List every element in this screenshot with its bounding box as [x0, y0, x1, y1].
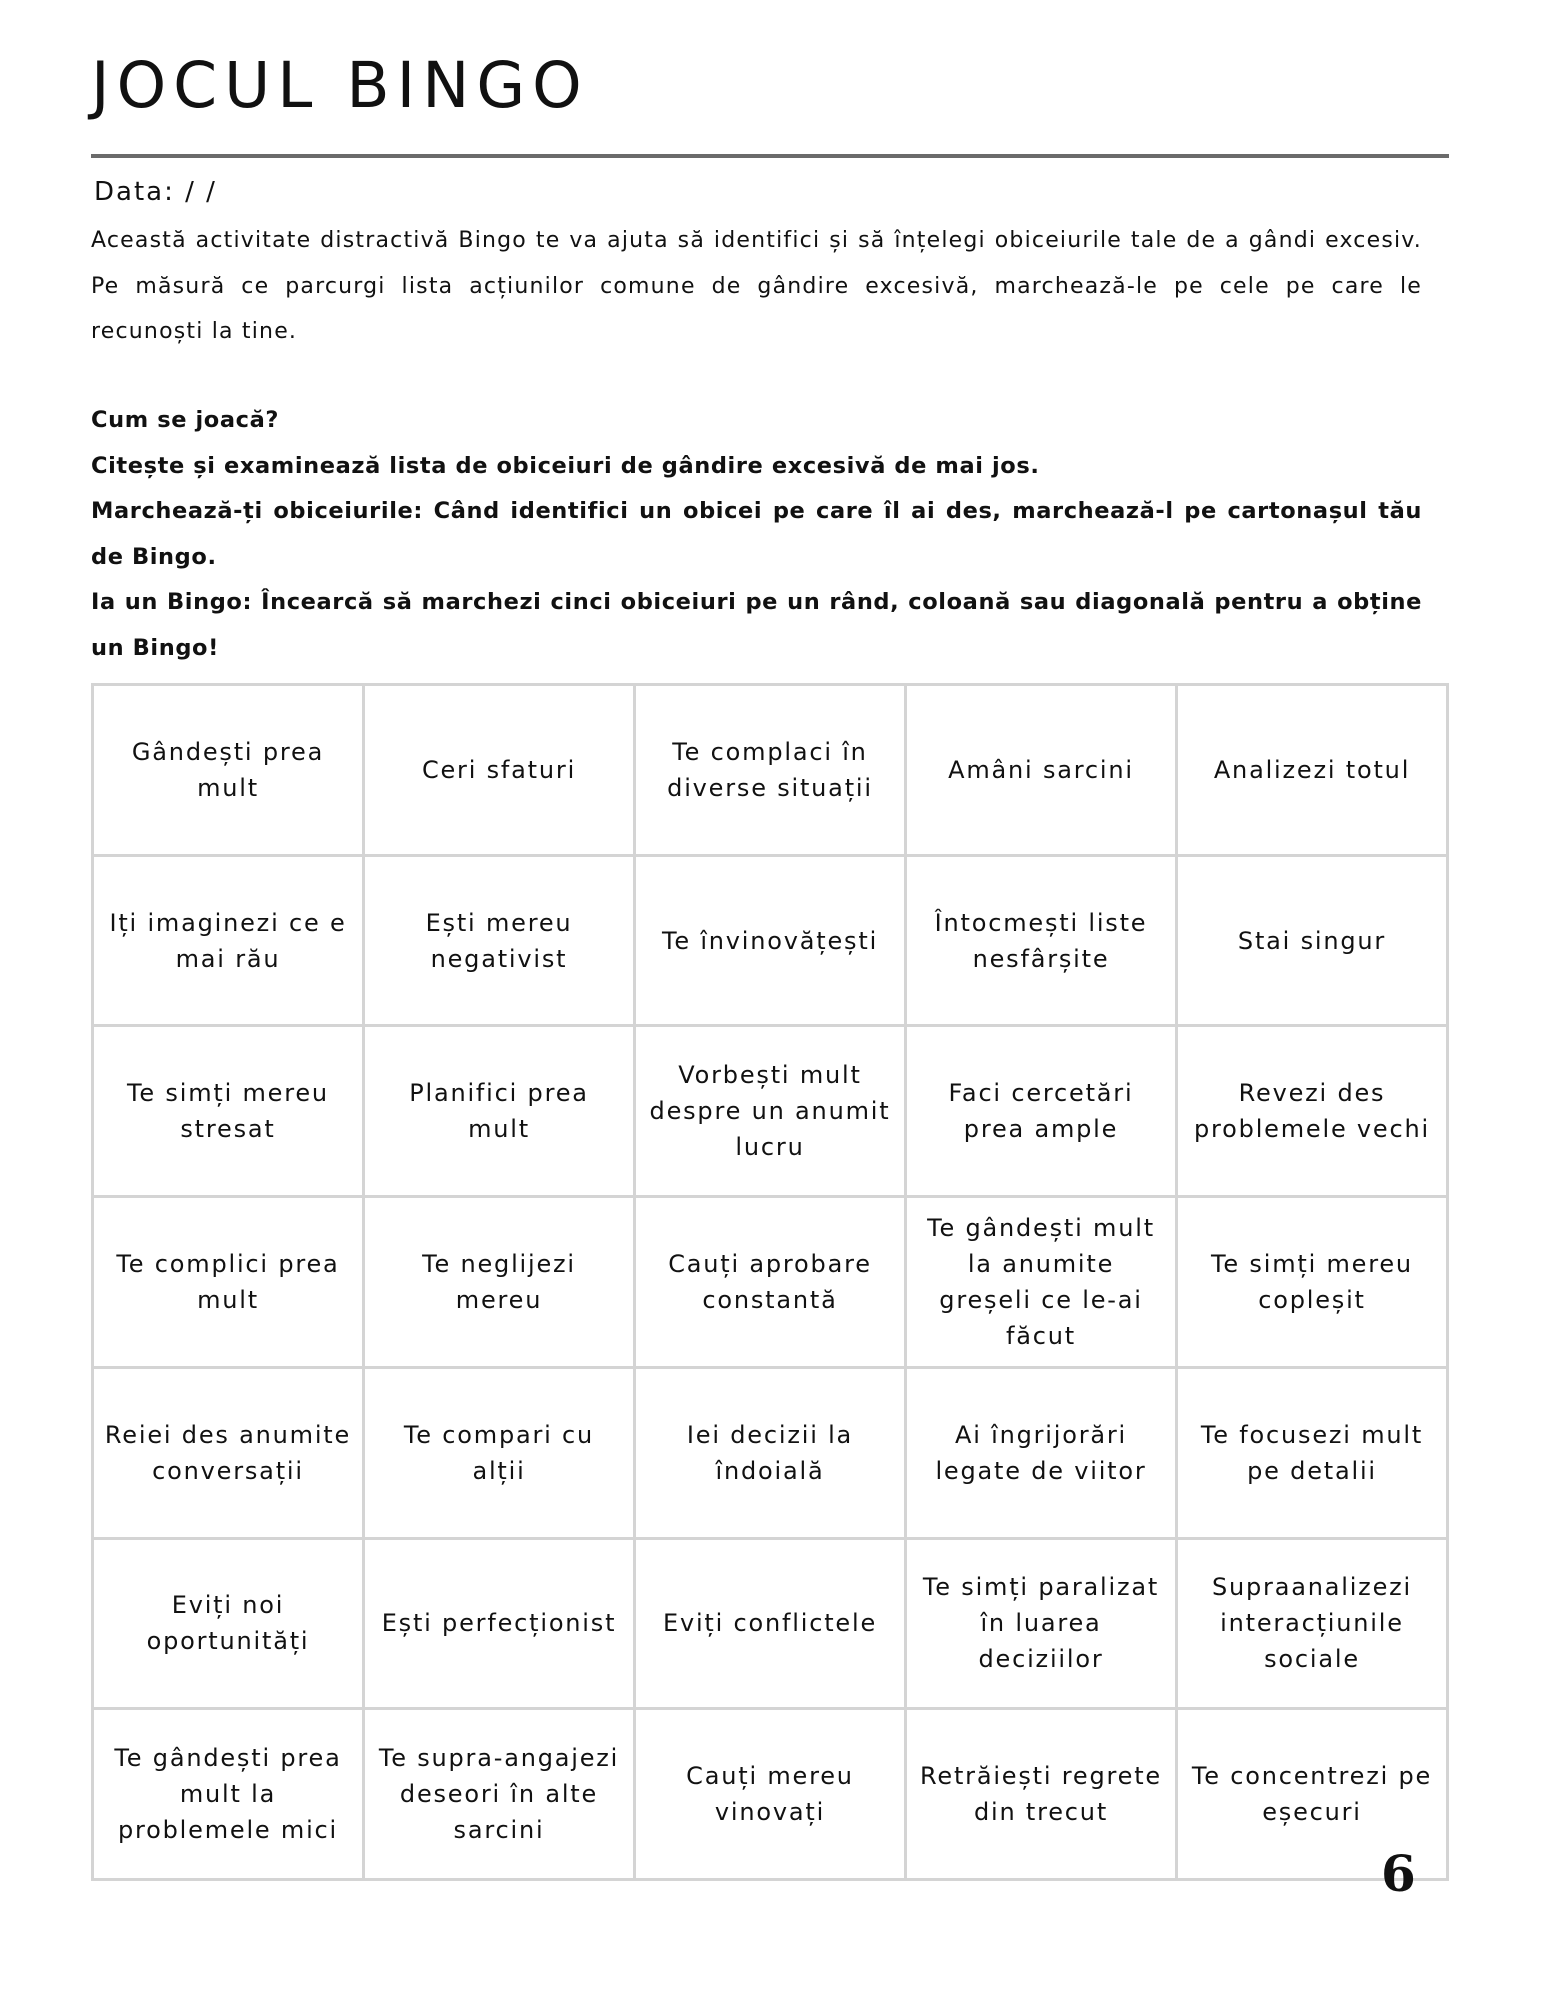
bingo-cell[interactable]: Te supra-angajezi deseori în alte sarcini [365, 1710, 636, 1881]
bingo-cell[interactable]: Iți imaginezi ce e mai rău [94, 857, 365, 1028]
how-to-play-heading: Cum se joacă? [91, 407, 280, 433]
bingo-cell[interactable]: Revezi des problemele vechi [1178, 1027, 1449, 1198]
bingo-cell[interactable]: Te învinovățești [636, 857, 907, 1028]
bingo-cell[interactable]: Analizezi totul [1178, 686, 1449, 857]
page-number: 6 [1381, 1844, 1416, 1903]
bingo-cell[interactable]: Retrăiești regrete din trecut [907, 1710, 1178, 1881]
bingo-cell[interactable]: Eviți conflictele [636, 1540, 907, 1711]
bingo-cell[interactable]: Amâni sarcini [907, 686, 1178, 857]
bingo-card [91, 683, 1449, 1881]
bingo-cell[interactable]: Te concentrezi pe eșecuri [1178, 1710, 1449, 1881]
bingo-cell[interactable]: Eviți noi oportunități [94, 1540, 365, 1711]
bingo-cell[interactable]: Vorbești mult despre un anumit lucru [636, 1027, 907, 1198]
bingo-cell[interactable]: Supraanalizezi interacțiunile sociale [1178, 1540, 1449, 1711]
bingo-cell[interactable]: Planifici prea mult [365, 1027, 636, 1198]
bingo-cell[interactable]: Te focusezi mult pe detalii [1178, 1369, 1449, 1540]
bingo-cell[interactable]: Gândești prea mult [94, 686, 365, 857]
bingo-cell[interactable]: Te gândești mult la anumite greșeli ce le-ai făcut [907, 1198, 1178, 1369]
bingo-cell[interactable]: Cauți aprobare constantă [636, 1198, 907, 1369]
title-divider [91, 154, 1449, 158]
intro-paragraph: Această activitate distractivă Bingo te va ajuta să identifici și să înțelegi obiceiurile tale de a gândi excesiv. Pe măsură ce parcurgi lista acțiunilor comune de gândire excesivă, marchează-le pe cele pe care le recunoști la tine. [91, 228, 1422, 344]
bingo-cell[interactable]: Te neglijezi mereu [365, 1198, 636, 1369]
instruction-read: Citește și examinează lista de obiceiuri de gândire excesivă de mai jos. [91, 452, 1040, 479]
page-title: JOCUL BINGO [91, 49, 589, 122]
bingo-cell[interactable]: Faci cercetări prea ample [907, 1027, 1178, 1198]
bingo-cell[interactable]: Cauți mereu vinovați [636, 1710, 907, 1881]
bingo-cell[interactable]: Te compari cu alții [365, 1369, 636, 1540]
how-to-play-section [91, 398, 1422, 671]
date-field: Data: / / [94, 177, 217, 207]
bingo-cell[interactable]: Te complaci în diverse situații [636, 686, 907, 857]
bingo-cell[interactable]: Te gândești prea mult la problemele mici [94, 1710, 365, 1881]
bingo-cell[interactable]: Te simți paralizat în luarea deciziilor [907, 1540, 1178, 1711]
bingo-cell[interactable]: Ai îngrijorări legate de viitor [907, 1369, 1178, 1540]
bingo-cell[interactable]: Ești perfecționist [365, 1540, 636, 1711]
bingo-cell[interactable]: Te simți mereu copleșit [1178, 1198, 1449, 1369]
bingo-cell[interactable]: Reiei des anumite conversații [94, 1369, 365, 1540]
bingo-cell[interactable]: Ceri sfaturi [365, 686, 636, 857]
instruction-mark: Marchează-ți obiceiurile: Când identifici un obicei pe care îl ai des, marchează-l pe cartonașul tău de Bingo. [91, 498, 1422, 570]
bingo-cell[interactable]: Ești mereu negativist [365, 857, 636, 1028]
bingo-cell[interactable]: Te complici prea mult [94, 1198, 365, 1369]
bingo-cell[interactable]: Stai singur [1178, 857, 1449, 1028]
bingo-cell[interactable]: Iei decizii la îndoială [636, 1369, 907, 1540]
instruction-bingo: Ia un Bingo: Încearcă să marchezi cinci obiceiuri pe un rând, coloană sau diagonală pentru a obține un Bingo! [91, 589, 1422, 661]
bingo-cell[interactable]: Întocmești liste nesfârșite [907, 857, 1178, 1028]
bingo-cell[interactable]: Te simți mereu stresat [94, 1027, 365, 1198]
